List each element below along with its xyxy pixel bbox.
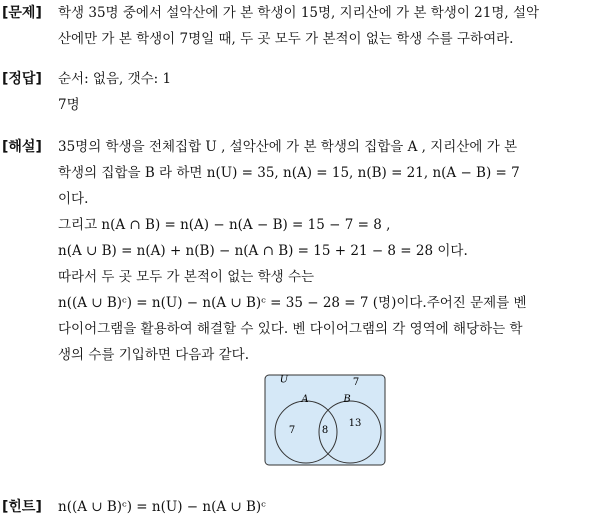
problem-line: 학생 35명 중에서 설악산에 가 본 학생이 15명, 지리산에 가 본 학생이 21명, 설악: [58, 5, 540, 21]
solution-tag: [해설]: [2, 139, 42, 155]
solution-line: 따라서 두 곳 모두 가 본적이 없는 학생 수는: [58, 269, 315, 285]
problem-line: 산에만 가 본 학생이 7명일 때, 두 곳 모두 가 본적이 없는 학생 수를 구하여라.: [58, 31, 514, 47]
problem-body: [58, 0, 584, 52]
solution-line: 이다.: [58, 191, 89, 207]
solution-line: n(A ∪ B) = n(A) + n(B) − n(A ∩ B) = 15 + 21 − 8 = 28 이다.: [58, 243, 468, 259]
set-a-label: A: [301, 394, 309, 405]
venn-diagram: [264, 374, 386, 466]
set-b-label: B: [343, 394, 351, 405]
answer-line: 순서: 없음, 갯수: 1: [58, 71, 172, 87]
solution-line: 그리고 n(A ∩ B) = n(A) − n(A − B) = 15 − 7 = 8 ,: [58, 217, 391, 233]
answer-tag: [정답]: [2, 71, 42, 87]
answer-line: 7명: [58, 97, 80, 113]
intersection-value: 8: [321, 425, 329, 436]
hint-tag: [힌트]: [2, 499, 42, 515]
solution-line: 학생의 집합을 B 라 하면 n(U) = 35, n(A) = 15, n(B) = 21, n(A − B) = 7: [58, 165, 520, 181]
universe-label: U: [279, 374, 289, 386]
a-only-value: 7: [288, 425, 296, 436]
hint-line: n((A ∪ B)ᶜ) = n(U) − n(A ∪ B)ᶜ: [58, 499, 266, 515]
outside-value: 7: [352, 377, 360, 388]
solution-body: [58, 134, 584, 368]
universe-rect: [265, 375, 385, 465]
solution-line: 생의 수를 기입하면 다음과 같다.: [58, 347, 249, 363]
solution-line: n((A ∪ B)ᶜ) = n(U) − n(A ∪ B)ᶜ = 35 − 28 = 7 (명)이다.주어진 문제를 벤: [58, 295, 527, 311]
problem-tag: [문제]: [2, 5, 42, 21]
answer-body: [58, 66, 584, 118]
solution-line: 35명의 학생을 전체집합 U , 설악산에 가 본 학생의 집합을 A , 지리산에 가 본: [58, 139, 518, 155]
solution-line: 다이어그램을 활용하여 해결할 수 있다. 벤 다이어그램의 각 영역에 해당하는 학: [58, 321, 523, 337]
hint-body: [58, 494, 584, 520]
b-only-value: 13: [348, 418, 362, 429]
